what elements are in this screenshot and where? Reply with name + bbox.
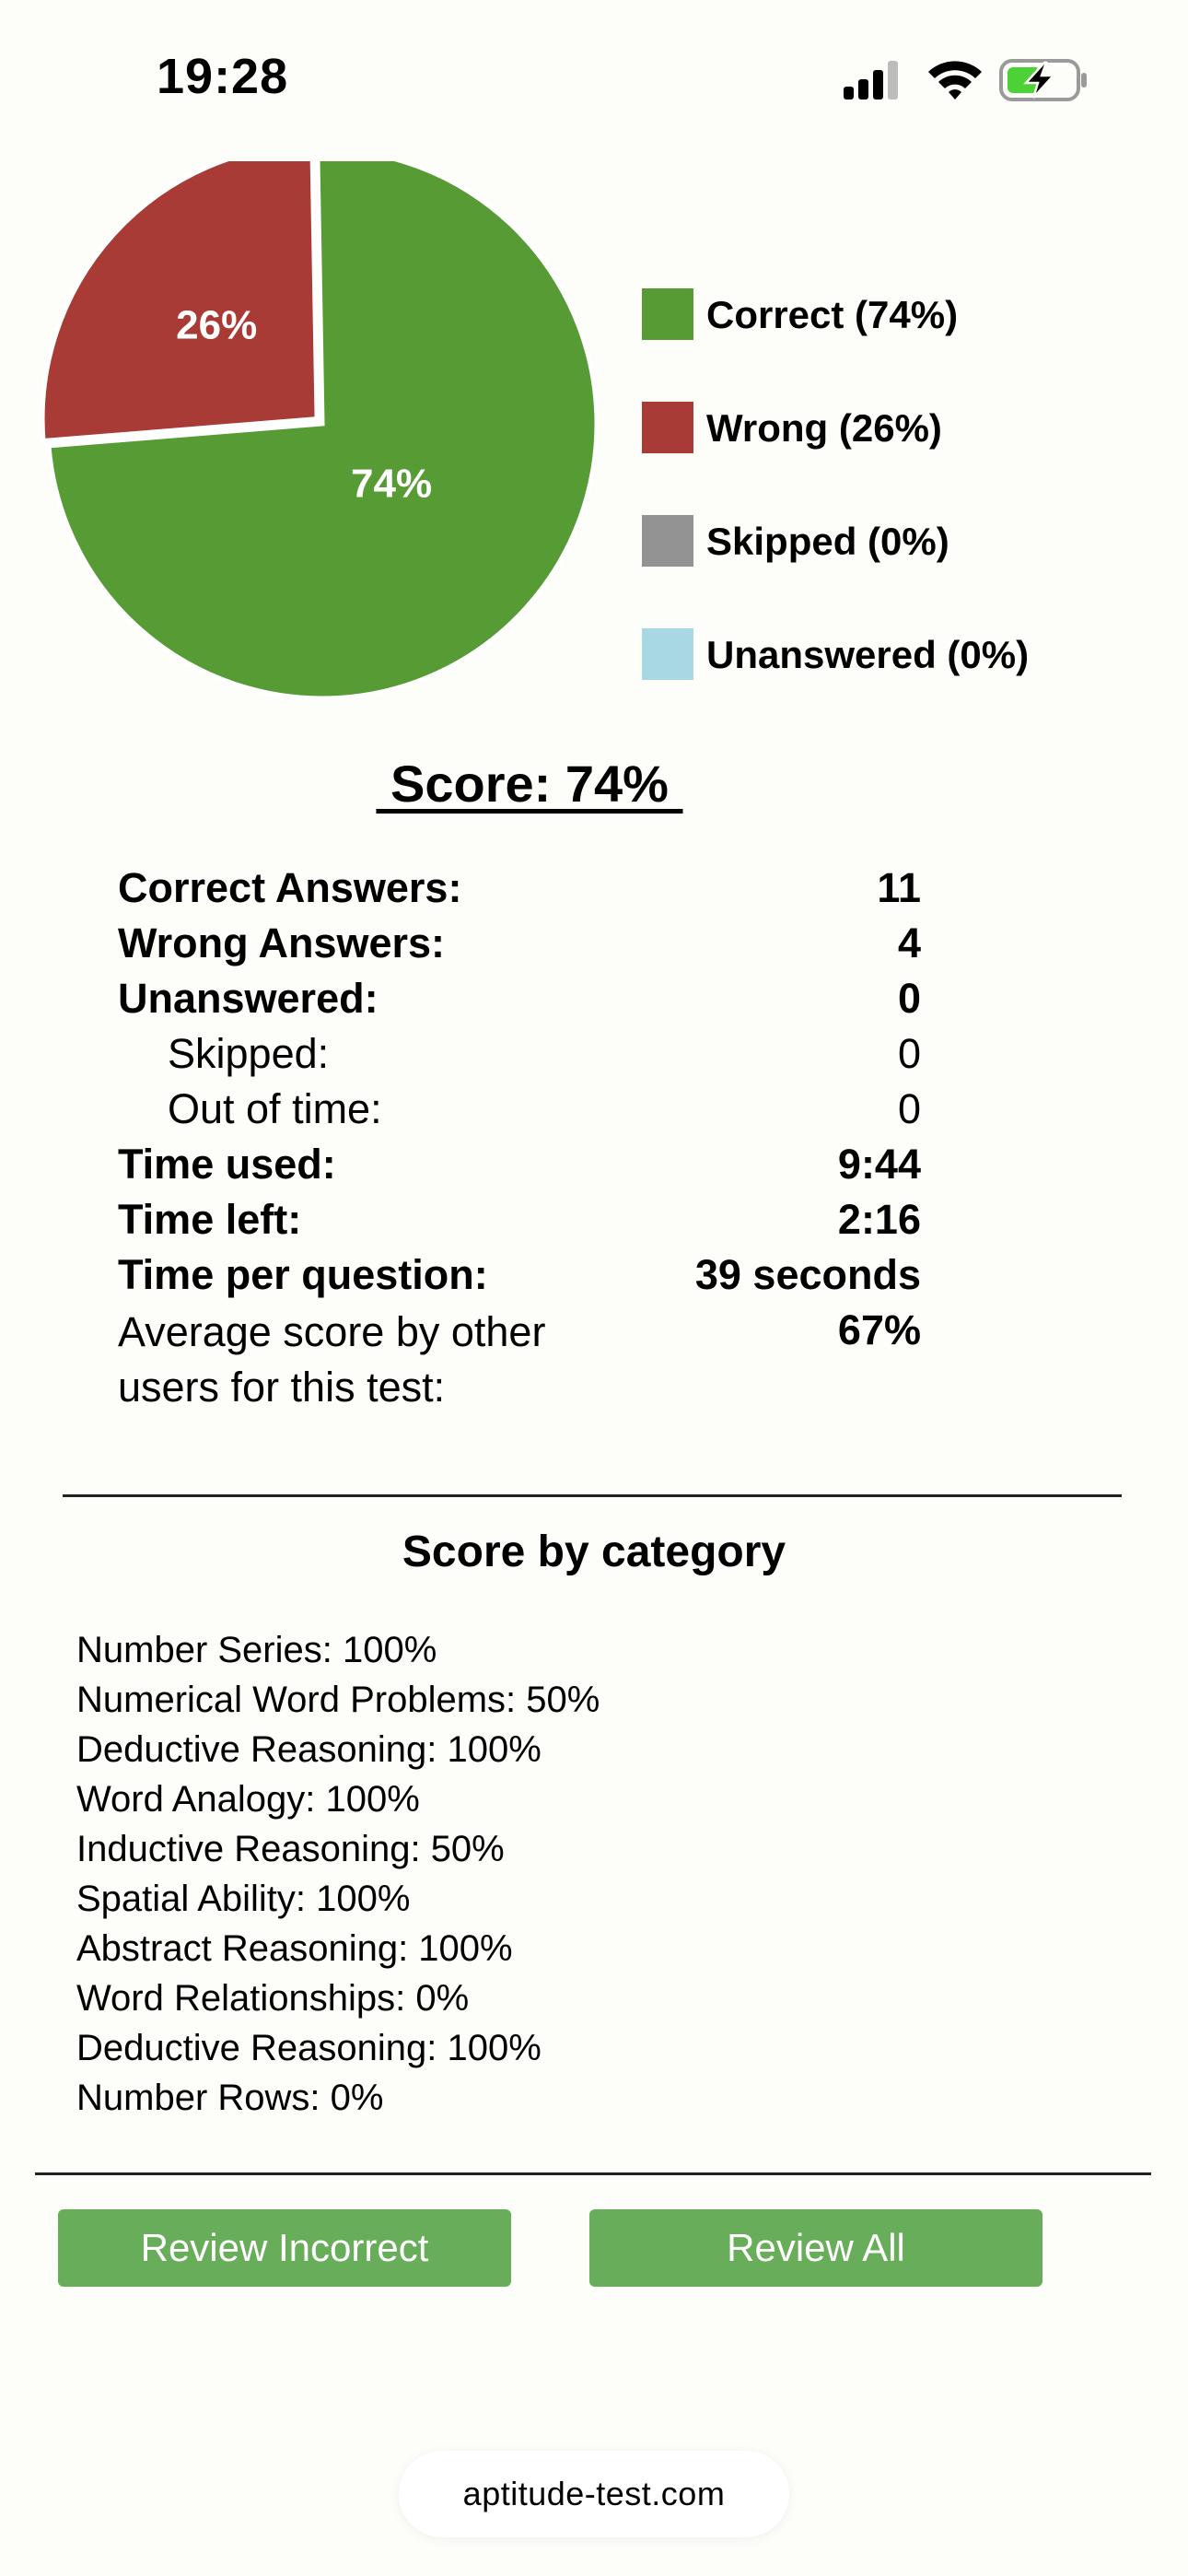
legend-label-wrong: Wrong (26%) — [706, 406, 942, 450]
stat-row-time-per-question — [118, 1251, 921, 1306]
stat-label: Skipped: — [168, 1030, 330, 1077]
category-item: Abstract Reasoning: 100% — [76, 1928, 513, 1969]
battery-charging-icon — [998, 57, 1090, 103]
score-title: Score: 74% — [376, 755, 683, 813]
stat-label: Time left: — [118, 1196, 302, 1243]
stat-row-wrong — [118, 919, 921, 975]
stats-table — [118, 864, 921, 1417]
stat-value: 39 seconds — [694, 1251, 921, 1298]
stat-row-out-of-time — [118, 1085, 921, 1141]
status-bar — [0, 0, 1188, 157]
legend-item-correct — [642, 288, 1102, 340]
stat-value: 67% — [837, 1306, 921, 1353]
category-item: Word Relationships: 0% — [76, 1978, 470, 2019]
category-item: Numerical Word Problems: 50% — [76, 1680, 600, 1720]
stat-value: 4 — [897, 919, 921, 966]
status-time: 19:28 — [157, 49, 289, 104]
legend-label-correct: Correct (74%) — [706, 293, 959, 336]
stat-label: Out of time: — [168, 1085, 382, 1132]
wifi-icon — [925, 57, 985, 103]
stat-row-time-used — [118, 1141, 921, 1196]
category-item: Deductive Reasoning: 100% — [76, 1729, 542, 1770]
pie-chart-svg — [0, 161, 645, 714]
category-section-title: Score by category — [402, 1528, 786, 1576]
browser-url-bar[interactable]: aptitude-test.com — [399, 2451, 789, 2537]
legend-swatch-wrong — [642, 402, 693, 453]
pie-slice-wrong — [42, 161, 317, 441]
stat-value: 11 — [877, 864, 921, 911]
section-divider — [63, 1494, 1122, 1497]
category-item: Number Series: 100% — [76, 1630, 437, 1670]
review-all-button[interactable]: Review All — [589, 2209, 1042, 2287]
stat-label: Wrong Answers: — [118, 919, 446, 966]
pie-label-wrong: 26% — [176, 302, 258, 348]
stat-label: Average score by other users for this test: — [118, 1308, 546, 1411]
results-pie-chart — [0, 161, 645, 714]
legend-item-wrong — [642, 402, 1102, 453]
category-item: Number Rows: 0% — [76, 2078, 384, 2118]
stat-row-average-score — [118, 1306, 921, 1417]
legend-label-skipped: Skipped (0%) — [706, 520, 949, 563]
stat-label: Time per question: — [118, 1251, 488, 1298]
legend-item-skipped — [642, 515, 1102, 567]
review-incorrect-button[interactable]: Review Incorrect — [58, 2209, 511, 2287]
stat-label: Unanswered: — [118, 975, 379, 1022]
stat-value: 2:16 — [837, 1196, 921, 1243]
stat-value: 9:44 — [837, 1141, 921, 1188]
legend-label-unanswered: Unanswered (0%) — [706, 633, 1030, 676]
category-item: Spatial Ability: 100% — [76, 1879, 411, 1919]
stat-row-correct — [118, 864, 921, 919]
stat-row-time-left — [118, 1196, 921, 1251]
cellular-signal-icon — [840, 57, 904, 103]
legend-swatch-unanswered — [642, 628, 693, 680]
stat-row-unanswered — [118, 975, 921, 1030]
stat-row-skipped — [118, 1030, 921, 1085]
category-item: Inductive Reasoning: 50% — [76, 1829, 505, 1869]
stat-label: Correct Answers: — [118, 864, 462, 911]
stat-value: 0 — [897, 975, 921, 1022]
section-divider — [35, 2172, 1151, 2175]
stat-label: Time used: — [118, 1141, 336, 1188]
stat-value: 0 — [897, 1085, 921, 1132]
stat-value: 0 — [897, 1030, 921, 1077]
legend-item-unanswered — [642, 628, 1102, 680]
legend-swatch-skipped — [642, 515, 693, 567]
category-item: Word Analogy: 100% — [76, 1779, 420, 1820]
category-list — [76, 1625, 600, 2123]
pie-label-correct: 74% — [351, 461, 433, 507]
legend-swatch-correct — [642, 288, 693, 340]
category-item: Deductive Reasoning: 100% — [76, 2028, 542, 2068]
